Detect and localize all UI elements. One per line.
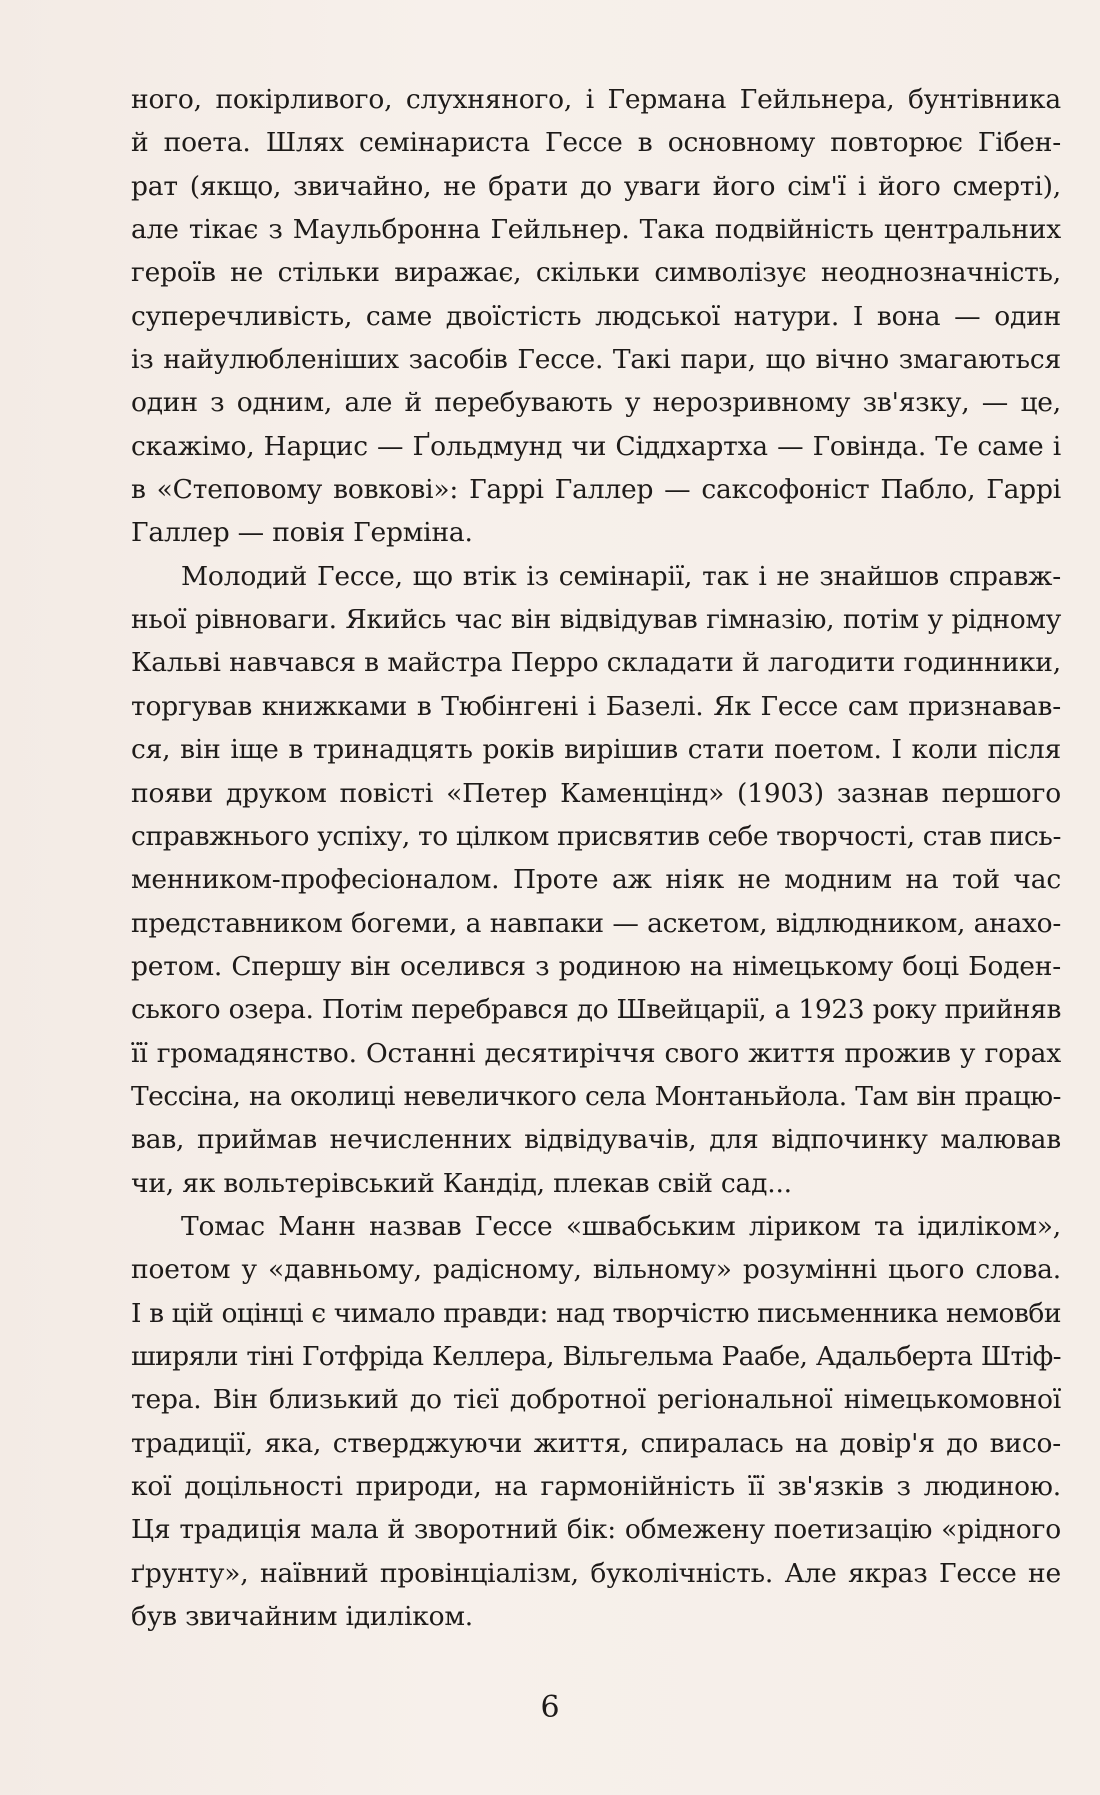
text-line: ся, він іще в тринадцять років вирішив стати поетом. І коли після bbox=[131, 734, 1061, 766]
text-line: ського озера. Потім перебрався до Швейцарії, а 1923 року прийняв bbox=[131, 994, 1061, 1026]
text-line: представником богеми, а навпаки — аскетом, відлюдником, анахо- bbox=[131, 907, 1061, 939]
text-line: але тікає з Маульбронна Гейльнер. Така подвійність центральних bbox=[131, 214, 1061, 246]
text-line: був звичайним ідиліком. bbox=[131, 1601, 473, 1633]
text-line: рат (якщо, звичайно, не брати до уваги його сім'ї і його смерті), bbox=[131, 170, 1061, 202]
text-line: традиції, яка, стверджуючи життя, спиралась на довір'я до висо- bbox=[131, 1427, 1061, 1459]
text-line: її громадянство. Останні десятиріччя свого життя прожив у горах bbox=[131, 1037, 1061, 1069]
text-line: появи друком повісті «Петер Каменцінд» (1903) зазнав першого bbox=[131, 777, 1061, 809]
text-line: ретом. Спершу він оселився з родиною на німецькому боці Боден- bbox=[131, 950, 1061, 982]
text-line: поетом у «давньому, радісному, вільному» розумінні цього слова. bbox=[131, 1254, 1061, 1286]
body-text bbox=[131, 78, 1061, 1638]
text-line: суперечливість, саме двоїстість людської натури. І вона — один bbox=[131, 300, 1061, 332]
text-line: менником-професіоналом. Проте аж ніяк не модним на той час bbox=[131, 864, 1061, 896]
text-line: Молодий Гессе, що втік із семінарії, так і не знайшов справж- bbox=[181, 560, 1061, 592]
paragraph-2 bbox=[131, 555, 1061, 1205]
text-line: Томас Манн назвав Гессе «швабським ліриком та ідиліком», bbox=[181, 1210, 1061, 1242]
text-line: один з одним, але й перебувають у нерозривному зв'язку, — це, bbox=[131, 387, 1061, 419]
text-line: із найулюбленіших засобів Гессе. Такі пари, що вічно змагаються bbox=[131, 344, 1061, 376]
text-line: чи, як вольтерівський Кандід, плекав свій сад... bbox=[131, 1167, 792, 1199]
text-line: героїв не стільки виражає, скільки символізує неоднозначність, bbox=[131, 257, 1061, 289]
text-line: Галлер — повія Герміна. bbox=[131, 517, 473, 549]
text-line: в «Степовому вовкові»: Гаррі Галлер — саксофоніст Пабло, Гаррі bbox=[131, 474, 1061, 506]
text-line: вав, приймав нечисленних відвідувачів, для відпочинку малював bbox=[131, 1124, 1061, 1156]
text-line: І в цій оцінці є чимало правди: над творчістю письменника немовби bbox=[131, 1297, 1061, 1329]
text-line: Кальві навчався в майстра Перро складати й лагодити годинники, bbox=[131, 647, 1061, 679]
text-line: ґрунту», наївний провінціалізм, буколічність. Але якраз Гессе не bbox=[131, 1557, 1061, 1589]
text-line: справжнього успіху, то цілком присвятив себе творчості, став пись- bbox=[131, 820, 1061, 852]
paragraph-3 bbox=[131, 1205, 1061, 1638]
text-line: ньої рівноваги. Якийсь час він відвідував гімназію, потім у рідному bbox=[131, 604, 1061, 636]
paragraph-1 bbox=[131, 78, 1061, 555]
text-line: торгував книжками в Тюбінгені і Базелі. Як Гессе сам признавав- bbox=[131, 690, 1061, 722]
text-line: скажімо, Нарцис — Ґольдмунд чи Сіддхартха — Говінда. Те саме і bbox=[131, 430, 1061, 462]
text-line: й поета. Шлях семінариста Гессе в основному повторює Гібен- bbox=[131, 127, 1061, 159]
text-line: Ця традиція мала й зворотний бік: обмежену поетизацію «рідного bbox=[131, 1514, 1061, 1546]
text-line: ного, покірливого, слухняного, і Германа Гейльнера, бунтівника bbox=[131, 84, 1061, 115]
page-number: 6 bbox=[540, 1690, 560, 1725]
text-line: кої доцільності природи, на гармонійність її зв'язків з людиною. bbox=[131, 1471, 1061, 1502]
text-line: тера. Він близький до тієї добротної регіональної німецькомовної bbox=[131, 1384, 1061, 1416]
text-line: Тессіна, на околиці невеличкого села Монтаньйола. Там він працю- bbox=[131, 1080, 1061, 1112]
text-line: ширяли тіні Готфріда Келлера, Вільгельма Раабе, Адальберта Штіф- bbox=[131, 1340, 1061, 1372]
